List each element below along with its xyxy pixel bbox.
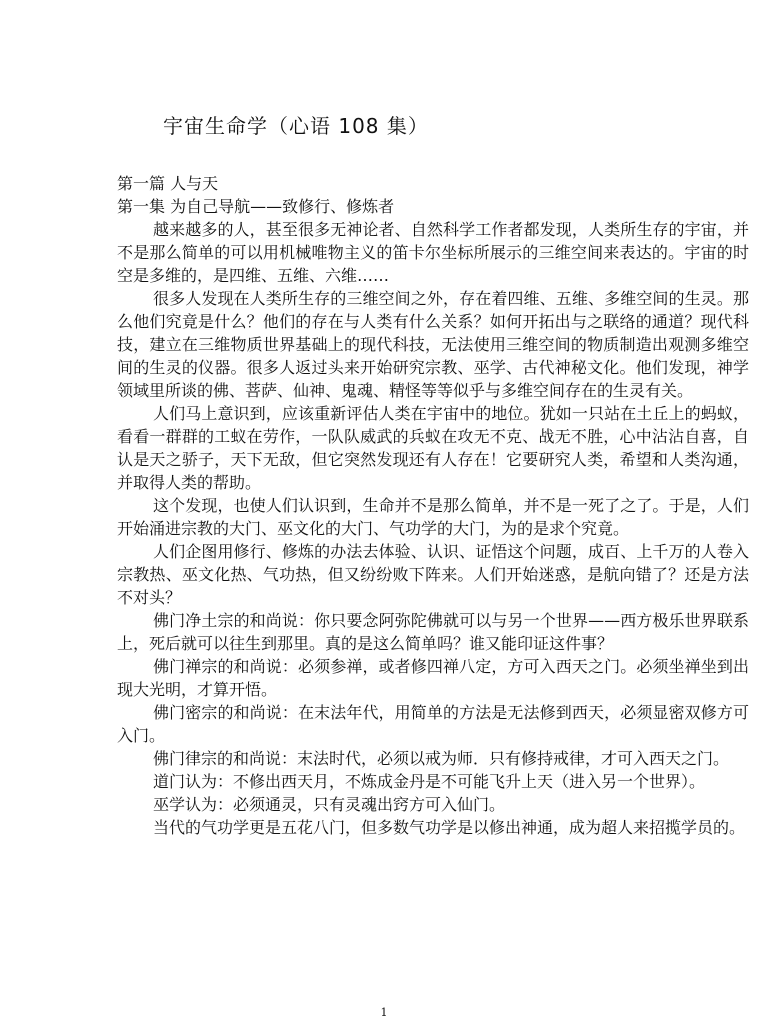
paragraph: 很多人发现在人类所生存的三维空间之外，存在着四维、五维、多维空间的生灵。那么他们究竟是什么？他们的存在与人类有什么关系？如何开拓出与之联络的通道？现代科技，建立在三维物质世界基础上的现代科技，无法使用三维空间的物质制造出观测多维空间的生灵的仪器。很多人返过头来开始研究宗教、巫学、古代神秘文化。他们发现，神学领域里所谈的佛、菩萨、仙神、鬼魂、精怪等等似乎与多维空间存在的生灵有关。 bbox=[117, 289, 749, 400]
document-title: 宇宙生命学（心语 108 集） bbox=[163, 114, 429, 138]
paragraph: 越来越多的人，甚至很多无神论者、自然科学工作者都发现，人类所生存的宇宙，并不是那么简单的可以用机械唯物主义的笛卡尔坐标所展示的三维空间来表达的。宇宙的时空是多维的，是四维、五维、六维…… bbox=[117, 220, 749, 285]
paragraph: 这个发现，也使人们认识到，生命并不是那么简单，并不是一死了之了。于是，人们开始涌进宗教的大门、巫文化的大门、气功学的大门，为的是求个究竟。 bbox=[117, 496, 749, 538]
paragraph: 人们马上意识到，应该重新评估人类在宇宙中的地位。犹如一只站在土丘上的蚂蚁，看看一群群的工蚁在劳作，一队队威武的兵蚁在攻无不克、战无不胜，心中沾沾自喜，自认是天之骄子，天下无敌，但它突然发现还有人存在！它要研究人类，希望和人类沟通，并取得人类的帮助。 bbox=[117, 404, 749, 492]
paragraph: 佛门律宗的和尚说：末法时代，必须以戒为师．只有修持戒律，才可入西天之门。 bbox=[153, 749, 730, 768]
part-heading: 第一篇 人与天 bbox=[117, 174, 219, 193]
paragraph: 人们企图用修行、修炼的办法去体验、认识、证悟这个问题，成百、上千万的人卷入宗教热、巫文化热、气功热，但又纷纷败下阵来。人们开始迷惑，是航向错了？还是方法不对头？ bbox=[117, 542, 749, 607]
document-body bbox=[117, 172, 749, 839]
paragraph: 佛门净土宗的和尚说：你只要念阿弥陀佛就可以与另一个世界——西方极乐世界联系上，死后就可以往生到那里。真的是这么简单吗？谁又能印证这件事？ bbox=[117, 611, 749, 653]
paragraph: 巫学认为：必须通灵，只有灵魂出窍方可入仙门。 bbox=[153, 795, 506, 814]
page-number: 1 bbox=[380, 1006, 388, 1019]
paragraph: 佛门禅宗的和尚说：必须参禅，或者修四禅八定，方可入西天之门。必须坐禅坐到出现大光明，才算开悟。 bbox=[117, 657, 749, 699]
paragraph: 佛门密宗的和尚说：在末法年代，用简单的方法是无法修到西天，必须显密双修方可入门。 bbox=[117, 703, 749, 745]
paragraph: 道门认为：不修出西天月，不炼成金丹是不可能飞升上天（进入另一个世界）。 bbox=[153, 772, 706, 791]
paragraph: 当代的气功学更是五花八门，但多数气功学是以修出神通，成为超人来招揽学员的。 bbox=[153, 818, 746, 837]
episode-heading: 第一集 为自己导航——致修行、修炼者 bbox=[117, 197, 395, 216]
